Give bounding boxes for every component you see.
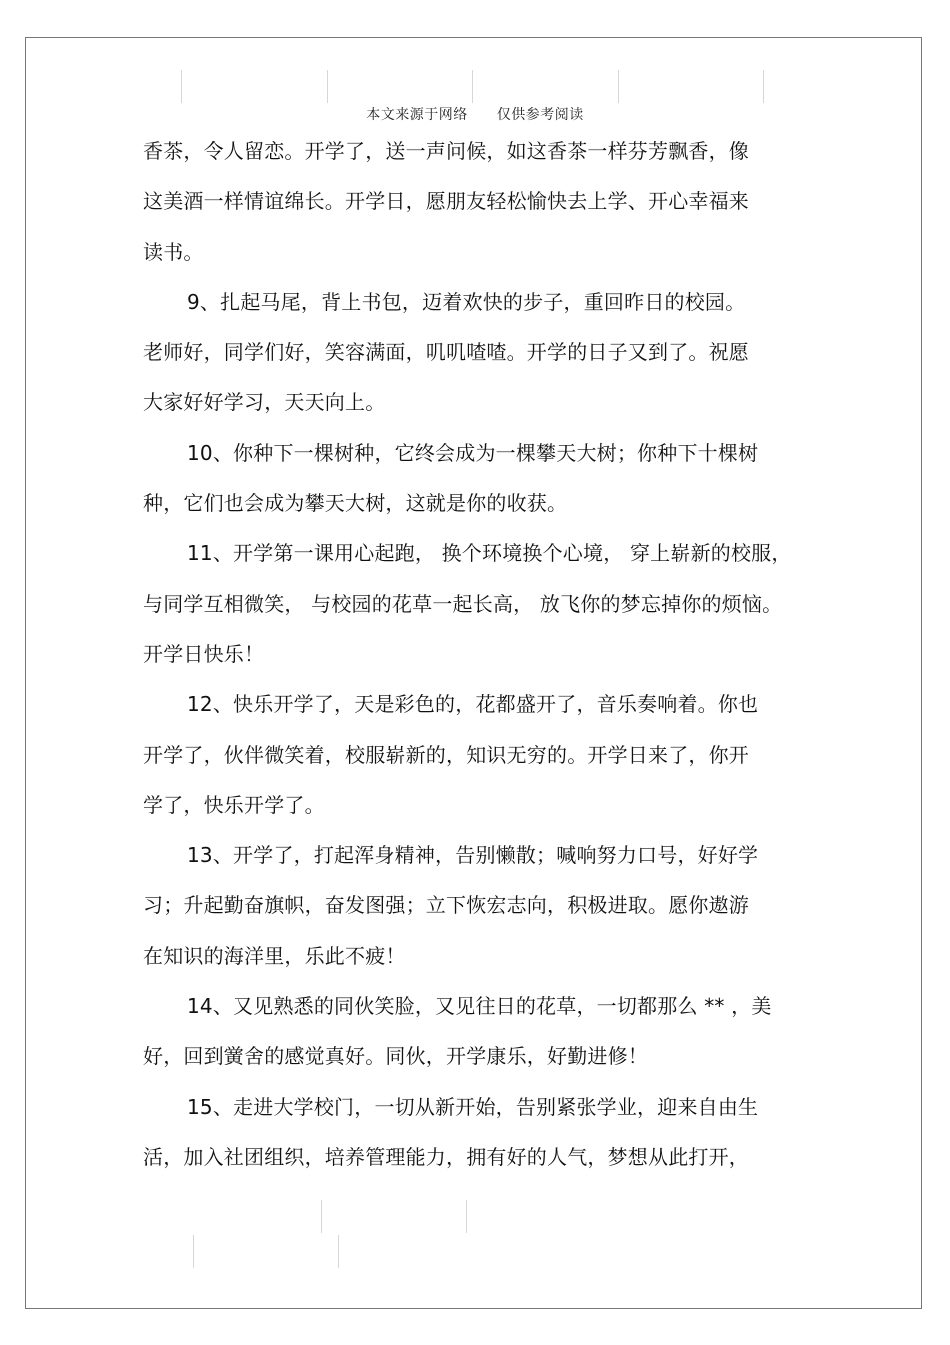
- paragraph: [143, 986, 823, 1087]
- bottom-mark: [466, 1200, 467, 1233]
- paragraph: [143, 131, 823, 282]
- text-line: 这美酒一样情谊绵长。开学日，愿朋友轻松愉快去上学、开心幸福来: [143, 189, 749, 214]
- text-line: 15、走进大学校门，一切从新开始，告别紧张学业，迎来自由生: [187, 1094, 759, 1119]
- top-mark: [618, 70, 619, 103]
- text-line: 开学了，伙伴微笑着，校服崭新的，知识无穷的。开学日来了，你开: [143, 742, 749, 767]
- text-line: 9、扎起马尾，背上书包，迈着欢快的步子，重回昨日的校园。: [187, 289, 746, 314]
- paragraph: [143, 1087, 823, 1188]
- top-mark: [327, 70, 328, 103]
- text-line: 活，加入社团组织，培养管理能力，拥有好的人气，梦想从此打开，: [143, 1144, 749, 1169]
- paragraph: [143, 835, 823, 986]
- text-line: 好，回到黉舍的感觉真好。同伙，开学康乐，好勤进修！: [143, 1044, 648, 1069]
- text-line: 香茶，令人留恋。开学了，送一声问候，如这香茶一样芬芳飘香，像: [143, 139, 749, 163]
- paragraph: [143, 433, 823, 534]
- text-line: 读书。: [143, 239, 204, 264]
- top-mark: [472, 70, 473, 103]
- source-note: [0, 104, 950, 124]
- text-line: 在知识的海洋里，乐此不疲！: [143, 943, 406, 968]
- source-note-left: 本文来源于网络: [366, 107, 468, 123]
- paragraph: [143, 684, 823, 835]
- text-line: 12、快乐开学了，天是彩色的，花都盛开了，音乐奏响着。你也: [187, 692, 759, 717]
- text-line: 13、开学了，打起浑身精神，告别懒散；喊响努力口号，好好学: [187, 843, 759, 868]
- top-mark: [763, 70, 764, 103]
- text-line: 11、开学第一课用心起跑， 换个环境换个心境， 穿上崭新的校服，: [187, 541, 792, 566]
- text-line: 老师好，同学们好，笑容满面，叽叽喳喳。开学的日子又到了。祝愿: [143, 340, 749, 365]
- text-line: 与同学互相微笑， 与校园的花草一起长高， 放飞你的梦忘掉你的烦恼。: [143, 591, 783, 616]
- top-mark: [181, 70, 182, 103]
- text-line: 习；升起勤奋旗帜，奋发图强；立下恢宏志向，积极进取。愿你遨游: [143, 893, 749, 918]
- paragraph: [143, 282, 823, 433]
- source-note-right: 仅供参考阅读: [496, 107, 584, 123]
- bottom-mark: [338, 1235, 339, 1268]
- paragraph: [143, 533, 823, 684]
- text-line: 开学日快乐！: [143, 641, 265, 666]
- text-line: 大家好好学习，天天向上。: [143, 390, 386, 415]
- text-line: 10、你种下一棵树种，它终会成为一棵攀天大树；你种下十棵树: [187, 440, 759, 465]
- text-line: 14、又见熟悉的同伙笑脸，又见往日的花草，一切都那么 ** ，美: [187, 994, 772, 1019]
- bottom-mark: [321, 1200, 322, 1233]
- text-line: 学了，快乐开学了。: [143, 792, 325, 817]
- text-line: 种，它们也会成为攀天大树，这就是你的收获。: [143, 491, 568, 516]
- bottom-mark: [193, 1235, 194, 1268]
- document-body: [143, 131, 823, 1187]
